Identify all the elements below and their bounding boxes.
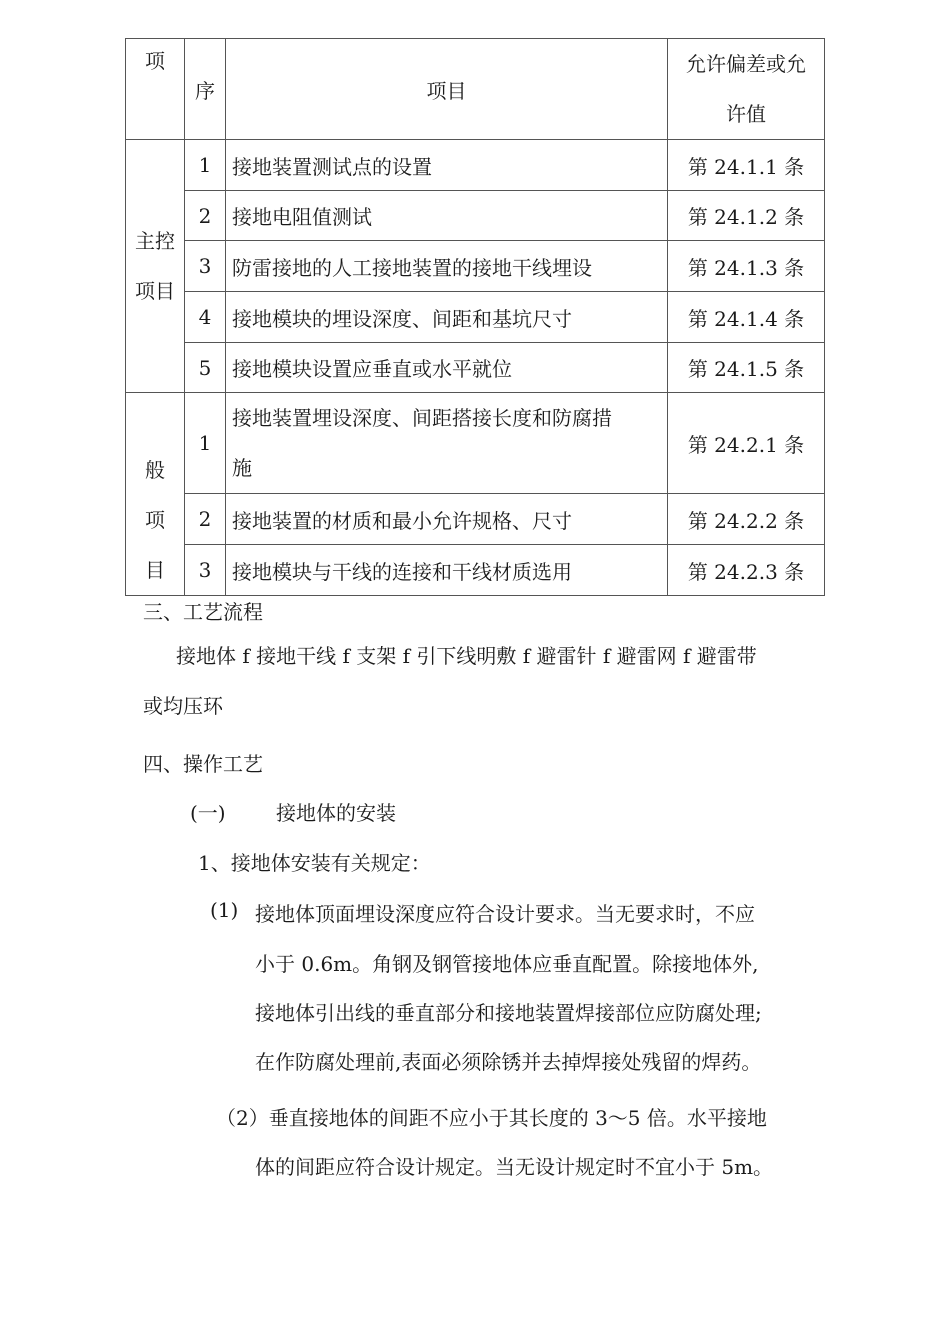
row-item-line2: 施 — [232, 456, 252, 480]
row-ref: 第 24.2.1 条 — [668, 393, 825, 494]
section-4-sub-number: (一) — [190, 801, 226, 825]
row-item: 接地模块设置应垂直或水平就位 — [226, 343, 668, 393]
header-tolerance-line2: 许值 — [726, 102, 766, 126]
table-header-row — [126, 39, 825, 140]
row-num: 2 — [185, 191, 226, 241]
main-group-label-line2: 项目 — [135, 279, 175, 303]
row-num: 1 — [185, 393, 226, 494]
table-row — [126, 241, 825, 292]
section-4-sub-title: 接地体的安装 — [276, 801, 396, 825]
row-item: 接地装置的材质和最小允许规格、尺寸 — [226, 494, 668, 545]
general-group-label — [126, 393, 185, 596]
table-row — [126, 140, 825, 191]
row-item: 接地装置测试点的设置 — [226, 140, 668, 191]
row-ref: 第 24.2.2 条 — [668, 494, 825, 545]
paragraph-1-line1: 接地体顶面埋设深度应符合设计要求。当无要求时，不应 — [255, 902, 755, 926]
header-category: 项 — [126, 39, 185, 140]
row-item: 接地电阻值测试 — [226, 191, 668, 241]
row-num: 5 — [185, 343, 226, 393]
table-row — [126, 393, 825, 494]
section-4-item-1: 1、接地体安装有关规定： — [198, 851, 431, 875]
paragraph-1-line4: 在作防腐处理前,表面必须除锈并去掉焊接处残留的焊药。 — [255, 1050, 762, 1074]
main-group-label — [126, 140, 185, 393]
general-group-label-char2: 项 — [145, 508, 165, 532]
paragraph-1-marker: (1) — [210, 898, 239, 922]
paragraph-1-line2: 小于 0.6m。角钢及钢管接地体应垂直配置。除接地体外, — [255, 952, 759, 976]
row-ref: 第 24.1.1 条 — [668, 140, 825, 191]
main-group-label-line1: 主控 — [135, 229, 175, 253]
paragraph-1-line3: 接地体引出线的垂直部分和接地装置焊接部位应防腐处理; — [255, 1001, 762, 1025]
table-row — [126, 191, 825, 241]
row-ref: 第 24.1.4 条 — [668, 292, 825, 343]
row-num: 1 — [185, 140, 226, 191]
table-row — [126, 292, 825, 343]
header-tolerance — [668, 39, 825, 140]
row-item: 防雷接地的人工接地装置的接地干线埋设 — [226, 241, 668, 292]
paragraph-2-line1: （2）垂直接地体的间距不应小于其长度的 3〜5 倍。水平接地 — [216, 1106, 767, 1130]
header-seq: 序 — [185, 39, 226, 140]
row-ref: 第 24.2.3 条 — [668, 545, 825, 596]
row-num: 3 — [185, 545, 226, 596]
row-item — [226, 393, 668, 494]
row-num: 2 — [185, 494, 226, 545]
row-ref: 第 24.1.2 条 — [668, 191, 825, 241]
header-item: 项目 — [226, 39, 668, 140]
table-row — [126, 343, 825, 393]
row-ref: 第 24.1.5 条 — [668, 343, 825, 393]
row-num: 4 — [185, 292, 226, 343]
section-3-flow-line1: 接地体 f 接地干线 f 支架 f 引下线明敷 f 避雷针 f 避雷网 f 避雷带 — [176, 644, 757, 668]
section-4-title: 四、操作工艺 — [143, 752, 263, 776]
row-item-line1: 接地装置埋设深度、间距搭接长度和防腐措 — [232, 406, 612, 430]
table-row — [126, 494, 825, 545]
row-item: 接地模块与干线的连接和干线材质选用 — [226, 545, 668, 596]
row-num: 3 — [185, 241, 226, 292]
general-group-label-char1: 般 — [145, 458, 165, 482]
inspection-table — [125, 38, 825, 596]
table-row — [126, 545, 825, 596]
row-ref: 第 24.1.3 条 — [668, 241, 825, 292]
row-item: 接地模块的埋设深度、间距和基坑尺寸 — [226, 292, 668, 343]
section-3-flow-line2: 或均压环 — [143, 694, 223, 718]
section-3-title: 三、工艺流程 — [143, 600, 263, 624]
general-group-label-char3: 目 — [145, 558, 165, 582]
paragraph-2-line2: 体的间距应符合设计规定。当无设计规定时不宜小于 5m。 — [255, 1155, 774, 1179]
header-tolerance-line1: 允许偏差或允 — [686, 52, 806, 76]
